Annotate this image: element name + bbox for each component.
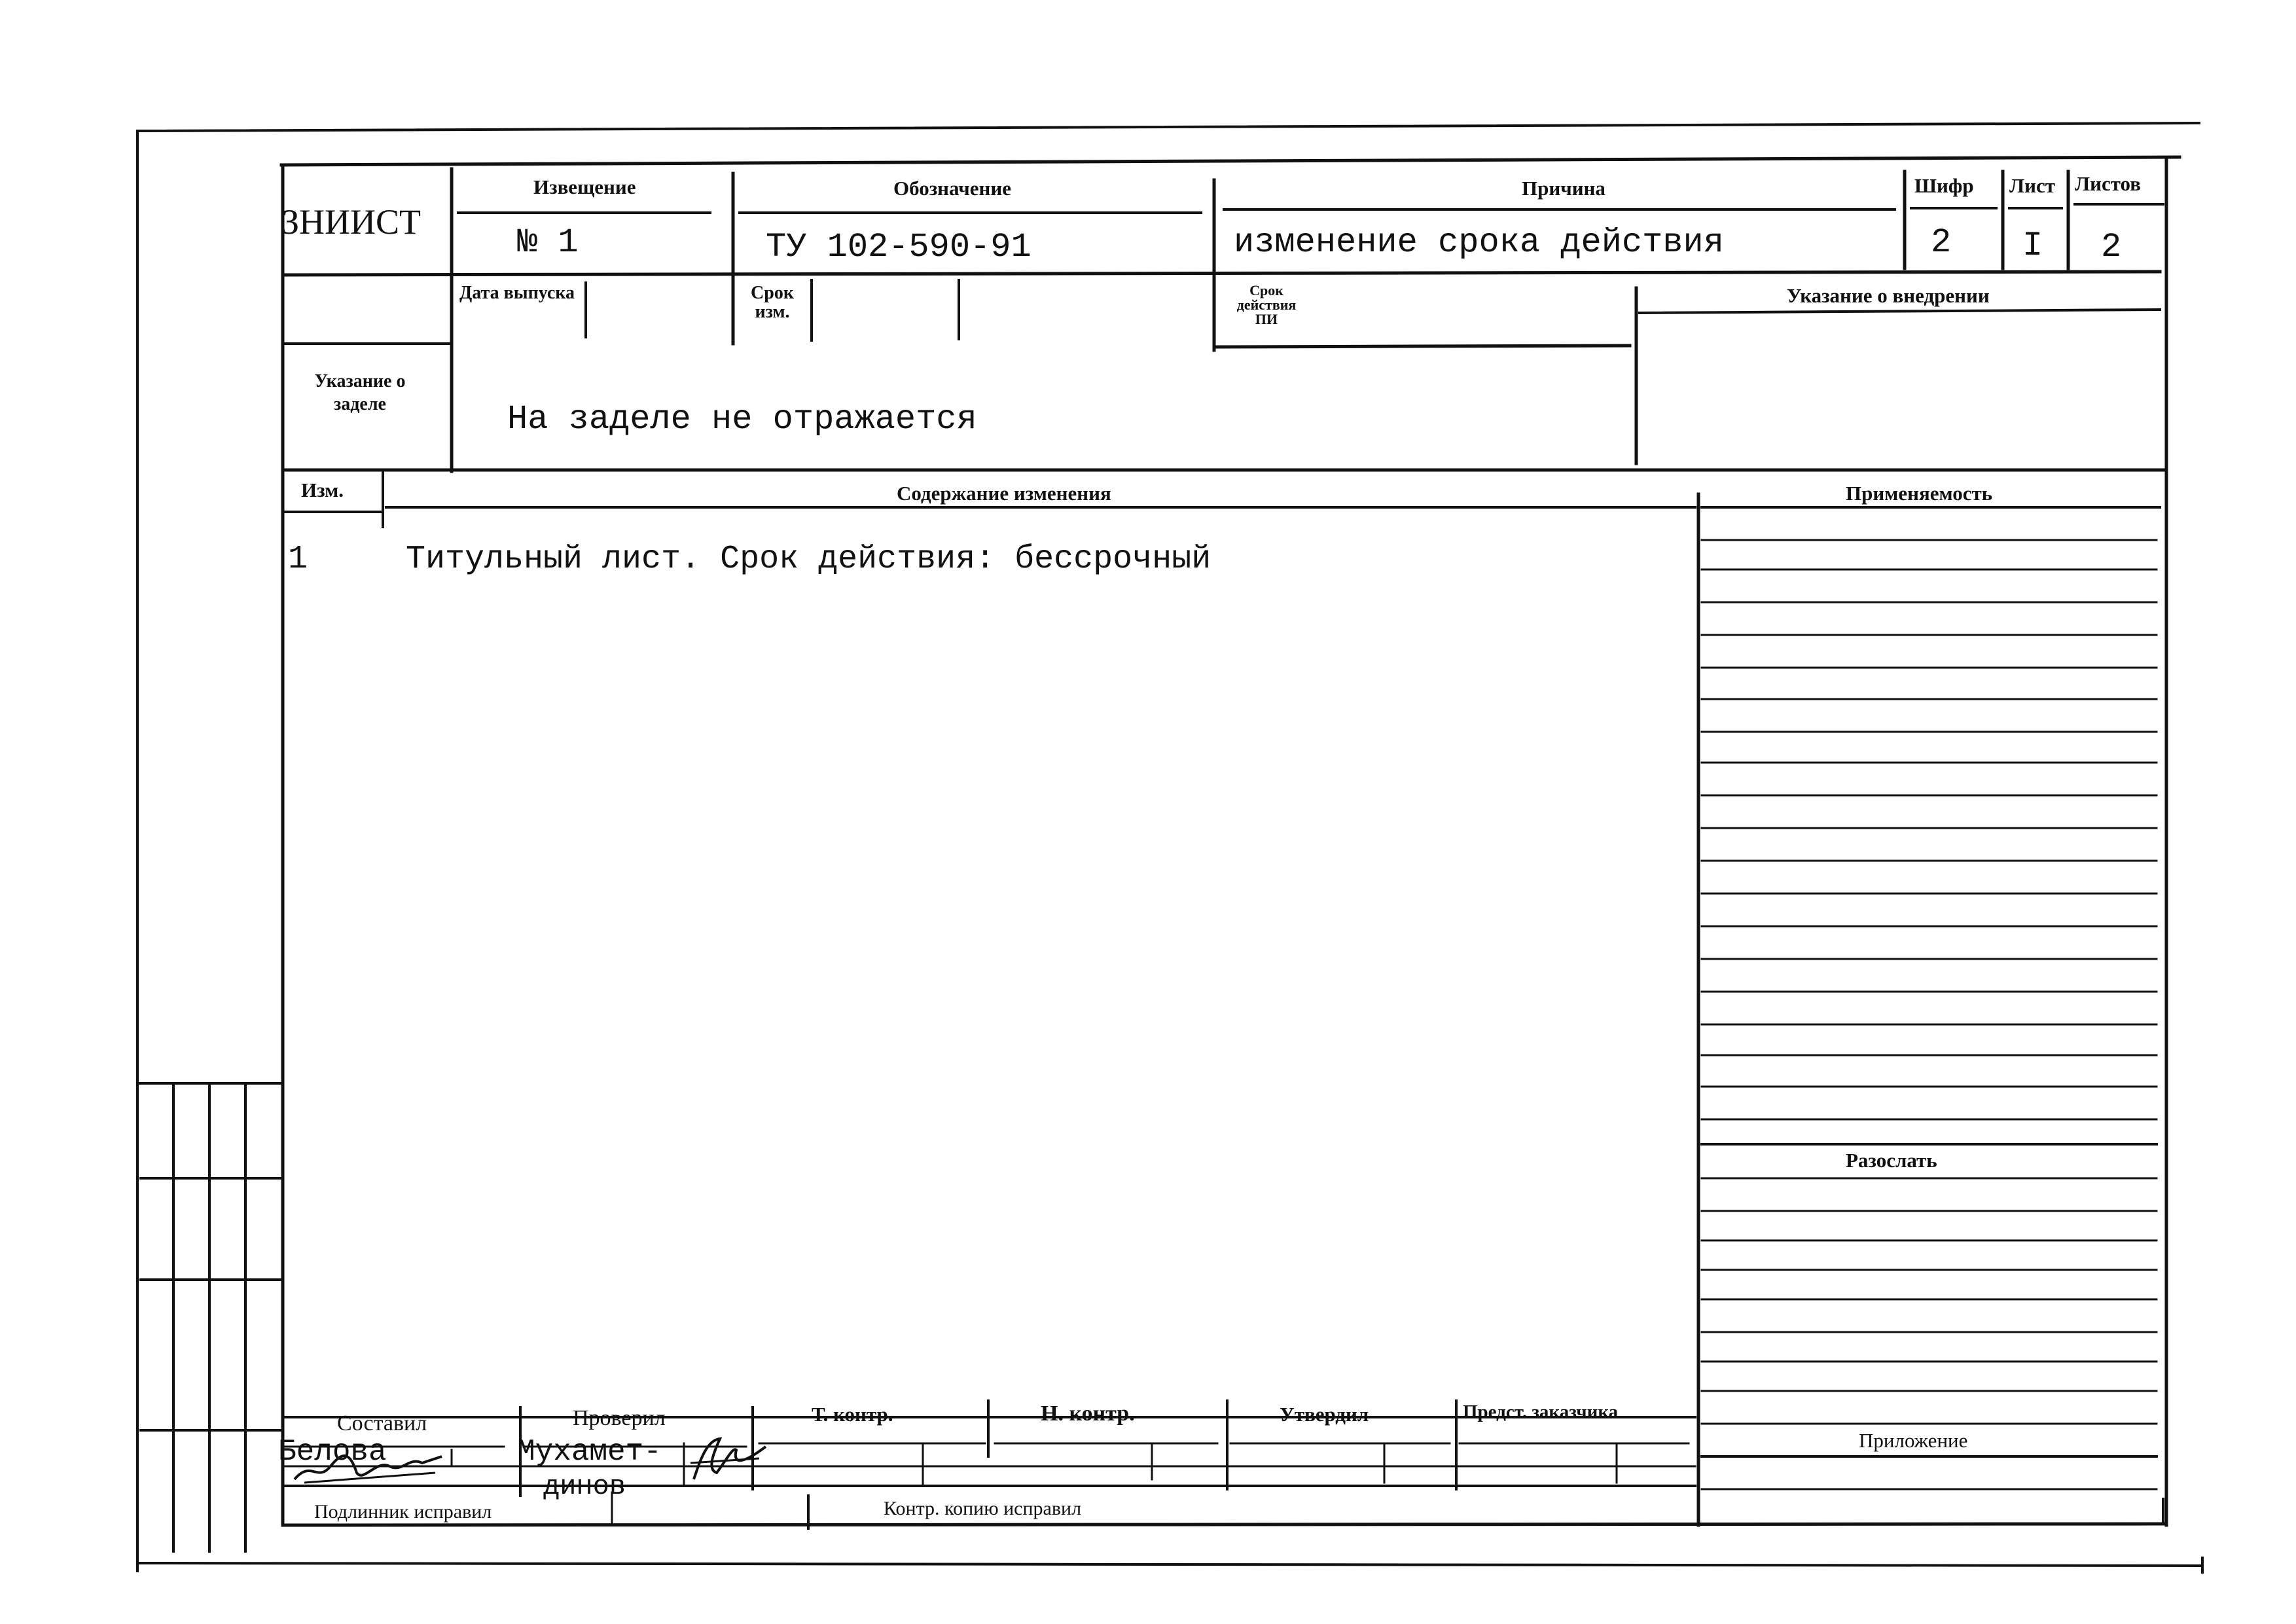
norm-control-label: Н. контр. (1041, 1401, 1135, 1426)
checked-name-line2: динов (543, 1471, 626, 1502)
original-corrected-label: Подлинник исправил (314, 1501, 492, 1523)
approved-label: Утвердил (1280, 1403, 1369, 1426)
backlog-value: На заделе не отражается (507, 400, 977, 439)
release-date-label: Дата выпуска (459, 283, 575, 303)
organization-name: ЗНИИСТ (281, 202, 422, 242)
implementation-label: Указание о внедрении (1787, 284, 1990, 307)
sheets-value: 2 (2101, 228, 2122, 266)
change-number-header: Изм. (301, 478, 344, 501)
customer-rep-label: Предст. заказчика (1463, 1401, 1619, 1422)
code-value: 2 (1931, 223, 1952, 262)
checked-label: Проверил (573, 1406, 666, 1430)
reason-value: изменение срока действия (1234, 223, 1724, 262)
compiled-label: Составил (337, 1411, 427, 1435)
checked-signature (687, 1434, 772, 1486)
change-row-text: Титульный лист. Срок действия: бессрочный (406, 541, 1211, 578)
copy-check-label: Контр. копию исправил (884, 1498, 1082, 1519)
compiled-signature (291, 1447, 448, 1486)
reason-label: Причина (1522, 177, 1605, 200)
change-row-number: 1 (288, 541, 308, 578)
designation-label: Обозначение (893, 177, 1012, 200)
validity-label: Срок действия ПИ (1236, 282, 1297, 327)
checked-name-line1: Мухамет- (517, 1435, 662, 1469)
designation-value: ТУ 102-590-91 (766, 228, 1031, 266)
change-content-header: Содержание изменения (897, 482, 1111, 505)
appendix-label: Приложение (1859, 1429, 1968, 1452)
sheets-label: Листов (2075, 172, 2142, 195)
code-label: Шифр (1914, 174, 1974, 197)
compiled-name: Белова (278, 1435, 387, 1469)
distribute-label: Разослать (1846, 1149, 1937, 1172)
change-term-label: Срок изм. (751, 283, 794, 323)
notice-number: № 1 (517, 223, 579, 262)
applicability-header: Применяемость (1846, 482, 1993, 505)
notice-label: Извещение (533, 175, 636, 198)
backlog-label: Указание о заделе (314, 371, 406, 414)
sheet-value: I (2022, 226, 2043, 265)
sheet-label: Лист (2009, 174, 2055, 197)
tech-control-label: Т. контр. (812, 1403, 893, 1426)
